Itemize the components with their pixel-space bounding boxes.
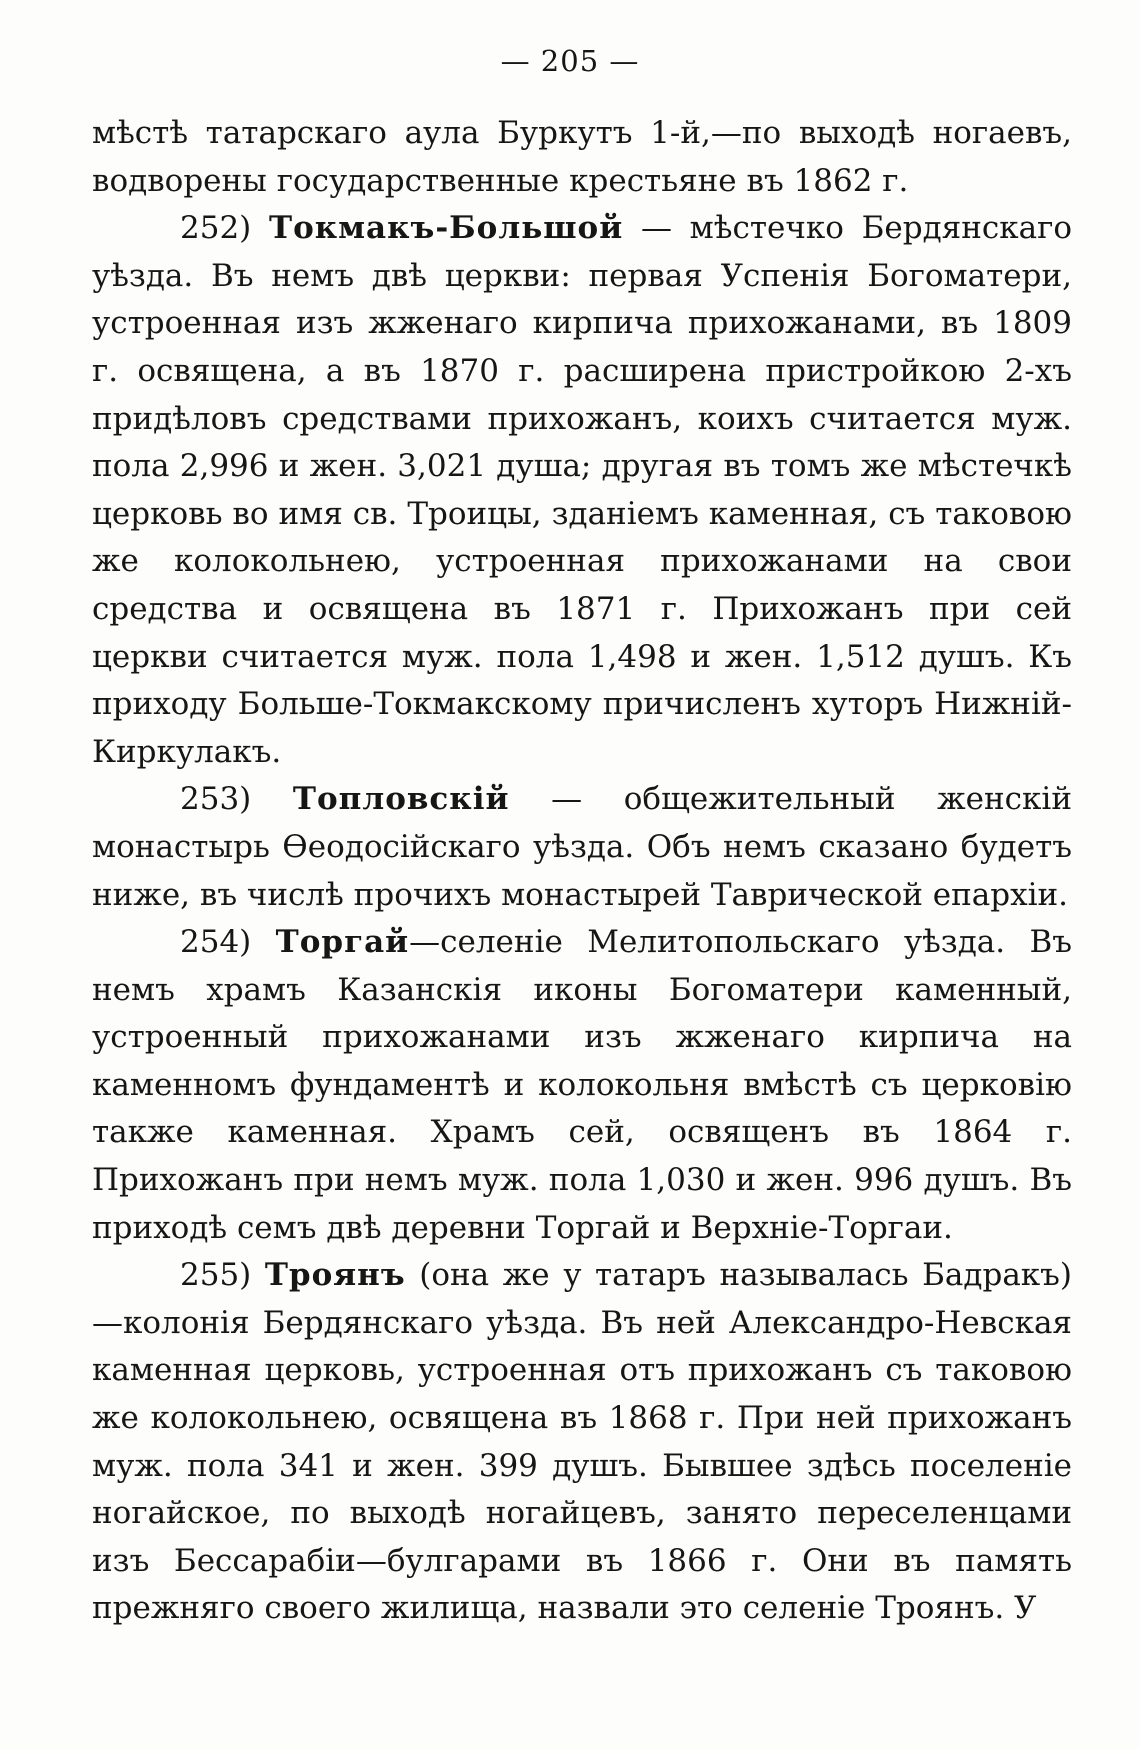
- entry-number: 253): [180, 781, 252, 818]
- entry-253: [92, 776, 1072, 919]
- entry-number: 254): [180, 924, 252, 961]
- entry-254: [92, 919, 1072, 1252]
- entry-headword: Токмакъ-Большой: [269, 210, 624, 247]
- entry-headword: Топловскій: [292, 781, 510, 818]
- entry-252: [92, 205, 1072, 776]
- entry-255: [92, 1252, 1072, 1633]
- entry-text: (она же у татаръ называлась Бадракъ)—колонія Бердянскаго уѣзда. Въ ней Александро-Невская каменная церковь, устроенная отъ прихожанъ съ таковою же колокольнею, освящена въ 1868 г. При ней прихожанъ муж. пола 341 и жен. 399 душъ. Бывшее здѣсь поселеніе ногайское, по выходѣ ногайцевъ, занято переселенцами изъ Бессарабіи—булгарами въ 1866 г. Они въ память прежняго своего жилища, назвали это селеніе Троянъ. У: [92, 1257, 1072, 1627]
- entry-text: —селеніе Мелитопольскаго уѣзда. Въ немъ храмъ Казанскія иконы Богоматери каменный, устроенный прихожанами изъ жженаго кирпича на каменномъ фундаментѣ и колокольня вмѣстѣ съ церковію также каменная. Храмъ сей, освященъ въ 1864 г. Прихожанъ при немъ муж. пола 1,030 и жен. 996 душъ. Въ приходѣ семъ двѣ деревни Торгай и Верхніе-Торгаи.: [92, 924, 1072, 1246]
- entry-headword: Троянъ: [264, 1257, 406, 1294]
- entry-number: 252): [180, 210, 252, 247]
- entry-text: — мѣстечко Бердянскаго уѣзда. Въ немъ двѣ церкви: первая Успенія Богоматери, устроенная изъ жженаго кирпича прихожанами, въ 1809 г. освящена, а въ 1870 г. расширена пристройкою 2-хъ придѣловъ средствами прихожанъ, коихъ считается муж. пола 2,996 и жен. 3,021 душа; другая въ томъ же мѣстечкѣ церковь во имя св. Троицы, зданіемъ каменная, съ таковою же колокольнею, устроенная прихожанами на свои средства и освящена въ 1871 г. Прихожанъ при сей церкви считается муж. пола 1,498 и жен. 1,512 душъ. Къ приходу Больше-Токмакскому причисленъ хуторъ Нижній-Киркулакъ.: [92, 210, 1072, 770]
- page-text: [92, 110, 1072, 1633]
- page-number: — 205 —: [500, 44, 640, 78]
- continuation-paragraph: мѣстѣ татарскаго аула Буркутъ 1-й,—по выходѣ ногаевъ, водворены государственные крестьяне въ 1862 г.: [92, 115, 1072, 199]
- entry-number: 255): [180, 1257, 252, 1294]
- entry-text: — общежительный женскій монастырь Ѳеодосійскаго уѣзда. Объ немъ сказано будетъ ниже, въ числѣ прочихъ монастырей Таврической епархіи.: [92, 781, 1072, 913]
- entry-headword: Торгай: [275, 924, 410, 961]
